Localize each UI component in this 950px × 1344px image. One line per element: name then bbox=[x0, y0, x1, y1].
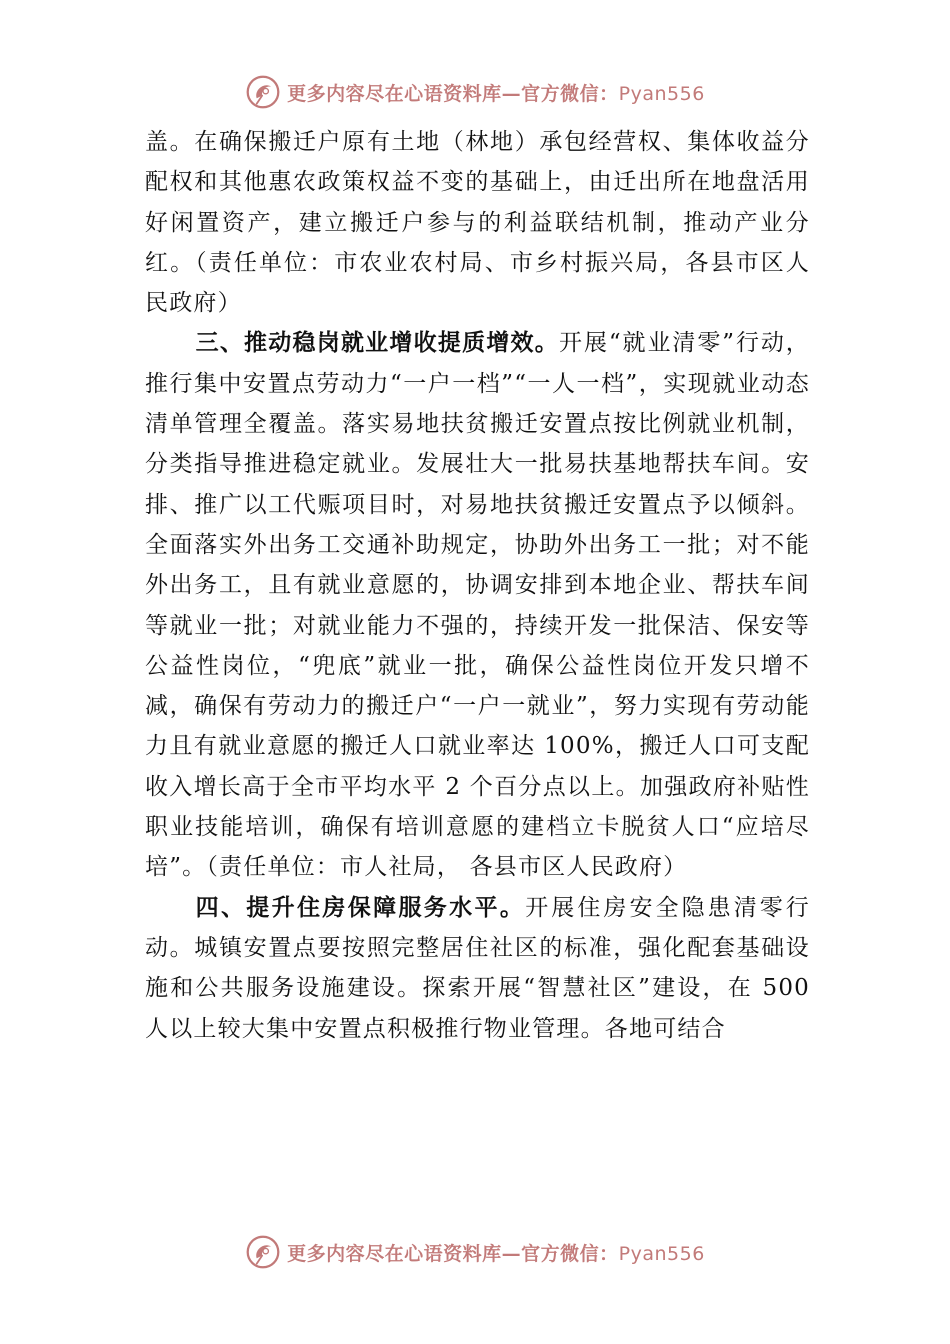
document-body bbox=[145, 122, 810, 1049]
paragraph-text: 开展“就业清零”行动，推行集中安置点劳动力“一户一档”“一人一档”，实现就业动态清单管理全覆盖。落实易地扶贫搬迁安置点按比例就业机制，分类指导推进稳定就业。发展壮大一批易扶基地帮扶车间。安排、推广以工代赈项目时，对易地扶贫搬迁安置点予以倾斜。全面落实外出务工交通补助规定，协助外出务工一批；对不能外出务工，且有就业意愿的，协调安排到本地企业、帮扶车间等就业一批；对就业能力不强的，持续开发一批保洁、保安等公益性岗位，“兜底”就业一批，确保公益性岗位开发只增不减，确保有劳动力的搬迁户“一户一就业”，努力实现有劳动能力且有就业意愿的搬迁人口就业率达 100%，搬迁人口可支配收入增长高于全市平均水平 2 个百分点以上。加强政府补贴性职业技能培训，确保有培训意愿的建档立卡脱贫人口“应培尽培”。（责任单位：市人社局， 各县市区人民政府） bbox=[145, 330, 811, 881]
paragraph-section-3 bbox=[145, 323, 810, 887]
watermark-footer bbox=[0, 1230, 950, 1274]
section-heading: 三、推动稳岗就业增收提质增效。 bbox=[195, 330, 560, 357]
watermark-text: 更多内容尽在心语资料库—官方微信：Pyan556 bbox=[287, 1242, 705, 1265]
paragraph-section-4 bbox=[145, 888, 810, 1049]
rose-icon bbox=[245, 74, 281, 110]
paragraph-text: 开展住房安全隐患清零行动。城镇安置点要按照完整居住社区的标准，强化配套基础设施和公共服务设施建设。探索开展“智慧社区”建设，在 500 人以上较大集中安置点积极推行物业管理。各地可结合 bbox=[145, 894, 811, 1042]
watermark-text: 更多内容尽在心语资料库—官方微信：Pyan556 bbox=[287, 82, 705, 105]
watermark-header bbox=[0, 70, 950, 114]
wechat-id: Pyan556 bbox=[618, 82, 705, 105]
rose-icon bbox=[245, 1234, 281, 1270]
paragraph-continued bbox=[145, 122, 810, 323]
section-heading: 四、提升住房保障服务水平。 bbox=[195, 894, 526, 921]
wechat-id: Pyan556 bbox=[618, 1242, 705, 1265]
paragraph-text: 盖。在确保搬迁户原有土地（林地）承包经营权、集体收益分配权和其他惠农政策权益不变的基础上，由迁出所在地盘活用好闲置资产，建立搬迁户参与的利益联结机制，推动产业分红。（责任单位：市农业农村局、市乡村振兴局，各县市区人民政府） bbox=[145, 129, 810, 317]
